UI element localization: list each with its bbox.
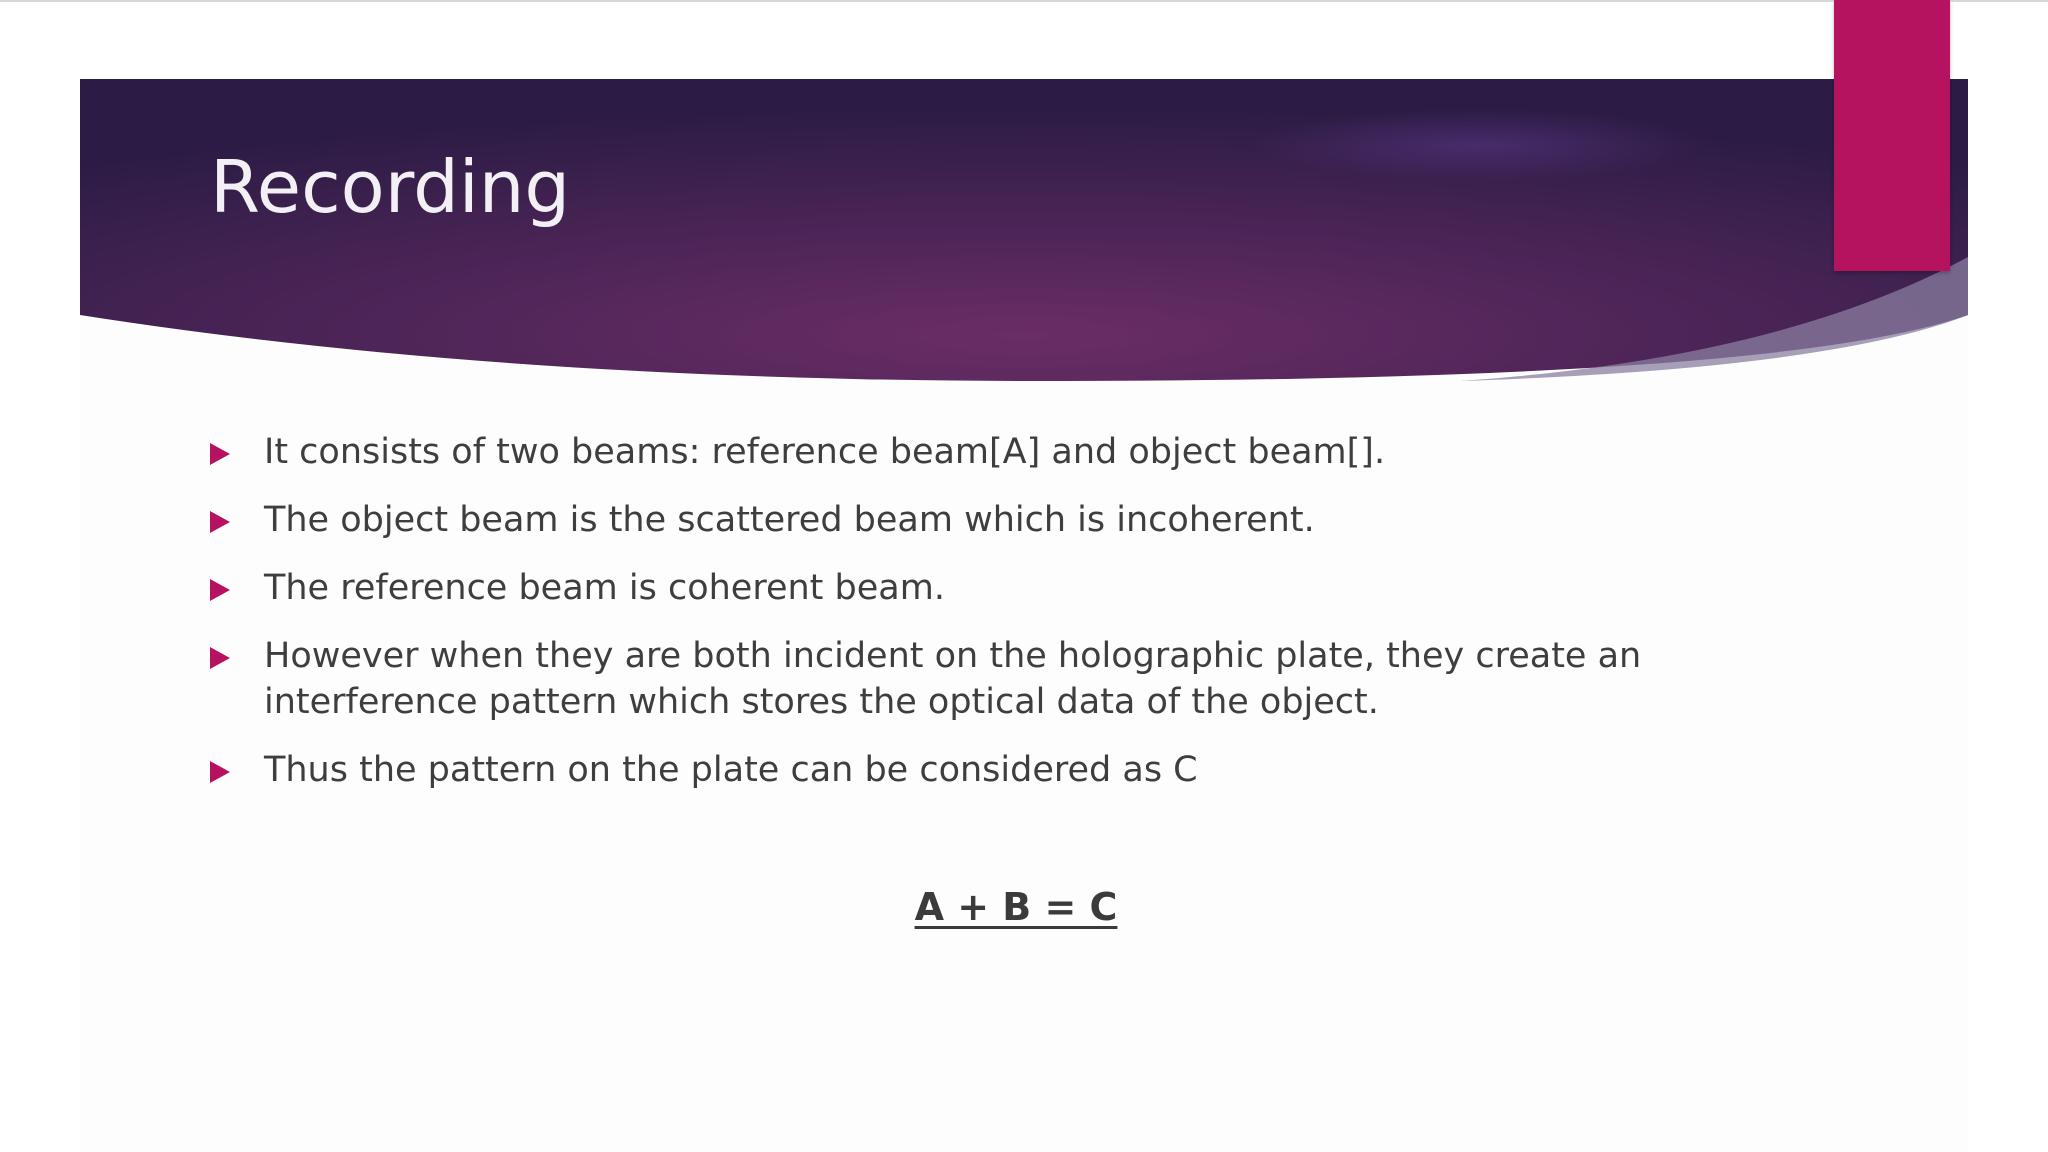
bullet-item — [208, 429, 1708, 475]
bullet-list — [208, 429, 1708, 815]
bullet-item — [208, 565, 1708, 611]
bullet-text: However when they are both incident on the holographic plate, they create an interference pattern which stores the optical data of the object. — [264, 636, 1642, 722]
slide-title: Recording — [210, 145, 571, 229]
bullet-text: It consists of two beams: reference beam[A] and object beam[]. — [264, 432, 1386, 472]
bullet-item — [208, 633, 1708, 725]
top-border-line — [0, 0, 2048, 2]
triangle-right-bullet-icon — [210, 647, 230, 669]
equation — [80, 885, 1952, 929]
bullet-item — [208, 497, 1708, 543]
equation-text: A + B = C — [914, 885, 1118, 929]
bullet-text: The object beam is the scattered beam which is incoherent. — [264, 500, 1315, 540]
bullet-text: Thus the pattern on the plate can be considered as C — [264, 750, 1198, 790]
title-banner — [80, 79, 1968, 381]
triangle-right-bullet-icon — [210, 761, 230, 783]
accent-tab — [1834, 0, 1950, 271]
triangle-right-bullet-icon — [210, 579, 230, 601]
triangle-right-bullet-icon — [210, 511, 230, 533]
triangle-right-bullet-icon — [210, 443, 230, 465]
bullet-text: The reference beam is coherent beam. — [264, 568, 945, 608]
slide — [80, 79, 1968, 1152]
bullet-item — [208, 747, 1708, 793]
